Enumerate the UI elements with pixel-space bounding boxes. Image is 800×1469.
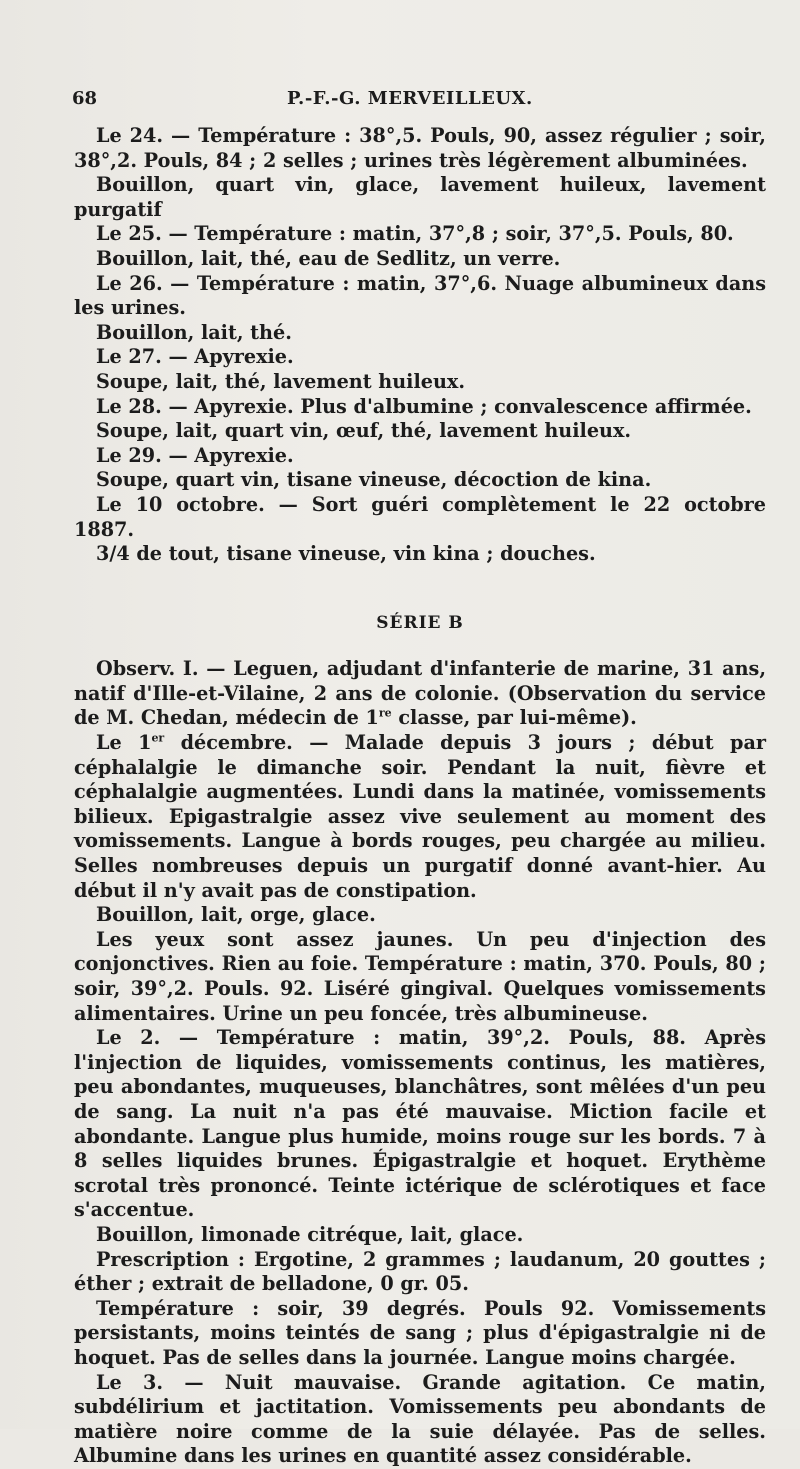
paragraph-diet-dec1: Bouillon, lait, orge, glace. <box>96 903 376 927</box>
paragraph-le-25: Le 25. — Température : matin, 37°,8 ; soir, 37°,5. Pouls, 80. <box>96 222 734 246</box>
paragraph-le-10-octobre: Le 10 octobre. — Sort guéri complètement le 22 octobre 1887. <box>74 492 766 541</box>
page-header <box>72 88 772 112</box>
paragraph-observation-intro <box>74 657 766 731</box>
paragraph-diet-25: Bouillon, lait, thé, eau de Sedlitz, un verre. <box>96 246 561 270</box>
observation-intro-text: Observ. I. — Leguen, adjudant d'infanterie de marine, 31 ans, natif d'Ille-et-Vilaine, 2 ans de colonie. (Observation du service de M. Chedan, médecin de 1 <box>74 657 766 730</box>
paragraph-diet-24: Bouillon, quart vin, glace, lavement huileux, lavement purgatif <box>74 173 766 221</box>
paragraph-temperature-soir: Température : soir, 39 degrés. Pouls 92. Vomissements persistants, moins teintés de sang ; plus d'épigastralgie ni de hoquet. Pas de selles dans la journée. Langue moins chargée. <box>74 1296 766 1369</box>
paragraph-diet-le-2: Bouillon, limonade citréque, lait, glace. <box>96 1222 524 1246</box>
superscript-er: er <box>151 731 165 745</box>
paragraph-le-1-decembre <box>74 731 766 903</box>
paragraph-le-24: Le 24. — Température : 38°,5. Pouls, 90, assez régulier ; soir, 38°,2. Pouls, 84 ; 2 selles ; urines très légèrement albuminées. <box>74 124 766 172</box>
paragraph-le-28: Le 28. — Apyrexie. Plus d'albumine ; convalescence affirmée. <box>96 394 752 418</box>
paragraph-diet-29: Soupe, quart vin, tisane vineuse, décoction de kina. <box>96 468 652 492</box>
dec1-rest: décembre. — Malade depuis 3 jours ; début par céphalalgie le dimanche soir. Pendant la nuit, fièvre et céphalalgie augmentées. Lundi dans la matinée, vomissements bilieux. Epigastralgie assez vive seulement au moment des vomissements. Langue à bords rouges, peu chargée au milieu. Selles nombreuses depuis un purgatif donné avant-hier. Au début il n'y avait pas de constipation. <box>74 731 767 902</box>
section-heading: SÉRIE B <box>376 612 464 633</box>
superscript-re: re <box>378 707 392 721</box>
paragraph-eyes: Les yeux sont assez jaunes. Un peu d'injection des conjonctives. Rien au foie. Température : matin, 370. Pouls, 80 ; soir, 39°,2. Pouls. 92. Liséré gingival. Quelques vomissements alimentaires. Urine un peu foncée, très albumineuse. <box>74 927 766 1025</box>
body-text <box>74 124 766 1469</box>
dec1-start: Le 1 <box>96 731 152 755</box>
paragraph-le-26: Le 26. — Température : matin, 37°,6. Nuage albumineux dans les urines. <box>74 271 766 320</box>
paragraph-diet-27: Soupe, lait, thé, lavement huileux. <box>96 369 466 393</box>
observation-intro-end: classe, par lui-même). <box>391 706 637 730</box>
paragraph-le-29: Le 29. — Apyrexie. <box>96 443 294 467</box>
paragraph-le-27: Le 27. — Apyrexie. <box>96 345 294 369</box>
paragraph-diet-26: Bouillon, lait, thé. <box>96 320 292 344</box>
paragraph-prescription: Prescription : Ergotine, 2 grammes ; laudanum, 20 gouttes ; éther ; extrait de belladone, 0 gr. 05. <box>74 1247 766 1296</box>
paragraph-le-2: Le 2. — Température : matin, 39°,2. Pouls, 88. Après l'injection de liquides, vomissements continus, les matières, peu abondantes, muqueuses, blanchâtres, sont mêlées d'un peu de sang. La nuit n'a pas été mauvaise. Miction facile et abondante. Langue plus humide, moins rouge sur les bords. 7 à 8 selles liquides brunes. Épigastralgie et hoquet. Erythème scrotal très prononcé. Teinte ictérique de sclérotiques et face s'accentue. <box>74 1026 766 1222</box>
paragraph-le-3: Le 3. — Nuit mauvaise. Grande agitation. Ce matin, subdélirium et jactitation. Vomissements peu abondants de matière noire comme de la suie délayée. Pas de selles. Albumine dans les urines en quantité assez considérable. <box>74 1370 766 1468</box>
page-number: 68 <box>72 88 98 109</box>
paragraph-diet-10-octobre: 3/4 de tout, tisane vineuse, vin kina ; douches. <box>96 542 596 566</box>
running-head: P.-F.-G. MERVEILLEUX. <box>287 88 533 109</box>
paragraph-diet-28: Soupe, lait, quart vin, œuf, thé, lavement huileux. <box>96 419 632 443</box>
